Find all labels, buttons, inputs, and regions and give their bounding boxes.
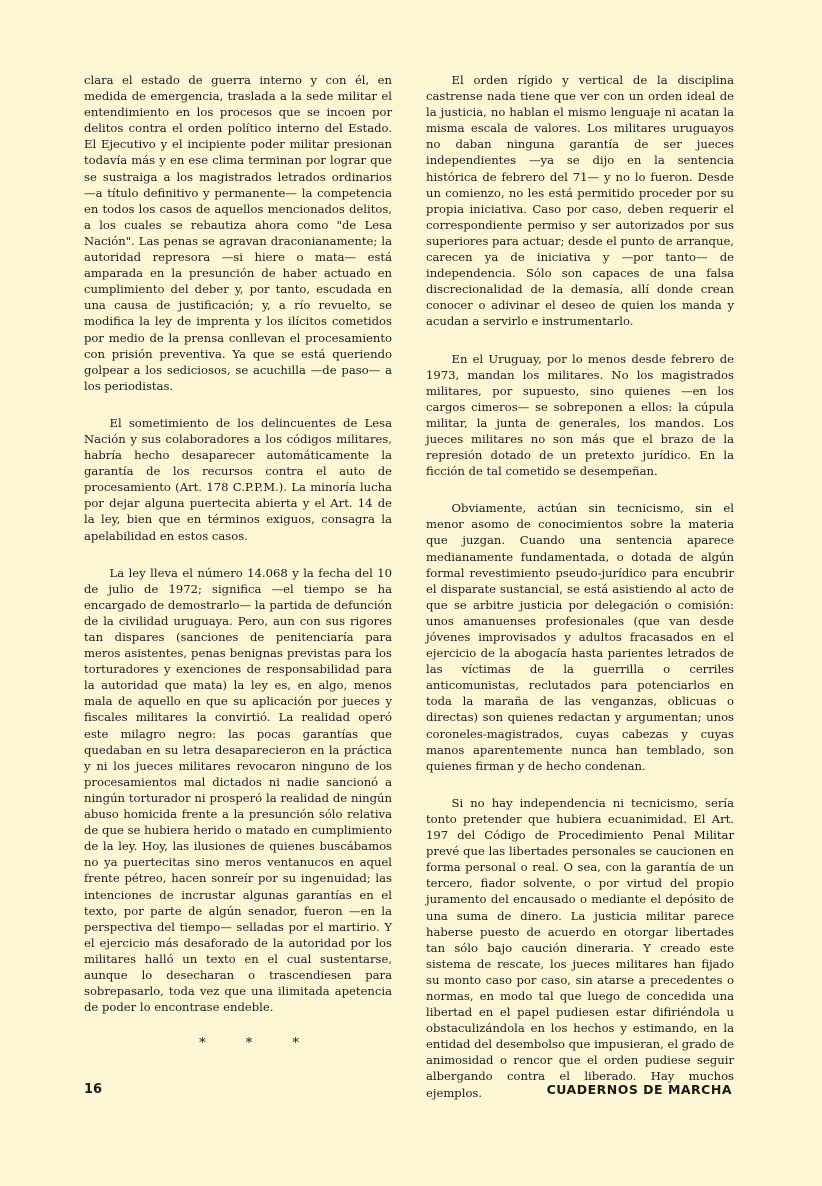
paragraph: La ley lleva el número 14.068 y la fecha del 10 de julio de 1972; significa —el tiempo se ha encargado de demostrarlo— la partida de defunción de la civilidad uruguaya. Pero, aun con sus rigores tan dispares (sanciones de penitenciaría para meros asistentes, penas benignas previstas para los torturadores y exenciones de responsabilidad para la autoridad que mata) la ley es, en algo, menos mala de aquello en que su aplicación por jueces y fiscales militares la convirtió. La realidad operó este milagro negro: las pocas garantías que quedaban en su letra desaparecieron en la práctica y ni los jueces militares revocaron ninguno de los procesamientos mal dictados ni nadie sancionó a ningún torturador ni prosperó la realidad de ningún abuso homicida frente a la presunción sólo relativa de que se hubiera herido o matado en cumplimiento de la ley. Hoy, las ilusiones de quienes buscábamos no ya puertecitas sino meros ventanucos en aquel frente pétreo, hacen sonreír por su ingenuidad; las intenciones de incrustar algunas garantías en el texto, por parte de algún senador, fueron —en la perspectiva del tiempo— selladas por el martirio. Y el ejercicio más desaforado de la autoridad por los militares halló un texto en el cual sustentarse, aunque lo desecharan o trascendiesen para sobrepasarlo, toda vez que una ilimitada apetencia de poder lo encontrase endeble. (84, 565, 392, 1015)
left-text-column (84, 72, 392, 1051)
paragraph: Obviamente, actúan sin tecnicismo, sin el menor asomo de conocimientos sobre la materia que juzgan. Cuando una sentencia aparece medianamente fundamentada, o dotada de algún formal revestimiento pseudo-jurídico para encubrir el disparate sustancial, se está asistiendo al acto de que se arbitre justicia por delegación o comisión: unos amanuenses profesionales (que van desde jóvenes improvisados y adultos fracasados en el ejercicio de la abogacía hasta parientes letrados de las víctimas de la guerrilla o cerriles anticomunistas, reclutados para potenciarlos en toda la maraña de las venganzas, oblicuas o directas) son quienes redactan y argumentan; unos coroneles-magistrados, cuyas cabezas y cuyas manos aparentemente nunca han temblado, son quienes firman y de hecho condenan. (426, 501, 734, 773)
paragraph: Si no hay independencia ni tecnicismo, sería tonto pretender que hubiera ecuanimidad. El Art. 197 del Código de Procedimiento Penal Militar prevé que las libertades personales se caucionen en forma personal o real. O sea, con la garantía de un tercero, fiador solvente, o por virtud del propio juramento del encausado o mediante el depósito de una suma de dinero. La justicia militar parece haberse puesto de acuerdo en otorgar libertades tan sólo bajo caución dineraria. Y creado este sistema de rescate, los jueces militares han fijado su monto caso por caso, sin atarse a precedentes o normas, en modo tal que luego de concedida una libertad en el papel pudiesen estar difiriéndola u obstaculizándola en los hechos y estimando, en la entidad del desembolso que impusieran, el grado de animosidad o rencor que el orden pudiese seguir albergando contra el liberado. Hay muchos ejemplos. (426, 795, 734, 1100)
section-separator: * * * (199, 1036, 317, 1052)
paragraph: El sometimiento de los delincuentes de Lesa Nación y sus colaboradores a los códigos militares, habría hecho desaparecer automáticamente la garantía de los recursos contra el auto de procesamiento (Art. 178 C.P.P.M.). La minoría lucha por dejar alguna puertecita abierta y el Art. 14 de la ley, bien que en términos exiguos, consagra la apelabilidad en estos casos. (84, 415, 392, 543)
paragraph: El orden rígido y vertical de la disciplina castrense nada tiene que ver con un orden ideal de la justicia, no hablan el mismo lenguaje ni acatan la misma escala de valores. Los militares uruguayos no daban ninguna garantía de ser jueces independientes —ya se dijo en la sentencia histórica de febrero del 71— y no lo fueron. Desde un comienzo, no les está permitido proceder por su propia iniciativa. Caso por caso, deben requerir el correspondiente permiso y ser autorizados por sus superiores para actuar; desde el punto de arranque, carecen ya de iniciativa y —por tanto— de independencia. Sólo son capaces de una falsa discrecionalidad de la demasía, allí donde crean conocer o adivinar el deseo de quien los manda y acudan a servirlo e instrumentarlo. (426, 73, 734, 329)
page-number: 16 (84, 1082, 103, 1097)
paragraph: clara el estado de guerra interno y con él, en medida de emergencia, traslada a la sede militar el entendimiento en los procesos que se incoen por delitos contra el orden político interno del Estado. El Ejecutivo y el incipiente poder militar presionan todavía más y en ese clima terminan por lograr que se sustraiga a los magistrados letrados ordinarios —a título definitivo y permanente— la competencia en todos los casos de aquellos mencionados delitos, a los cuales se rebautiza ahora como "de Lesa Nación". Las penas se agravan draconianamente; la autoridad represora —si hiere o mata— está amparada en la presunción de haber actuado en cumplimiento del deber y, por tanto, escudada en una causa de justificación; y, a río revuelto, se modifica la ley de imprenta y los ilícitos cometidos por medio de la prensa conllevan el procesamiento con prisión preventiva. Ya que se está queriendo golpear a los sediciosos, se acuchilla —de paso— a los periodistas. (84, 73, 392, 393)
publication-name: CUADERNOS DE MARCHA (546, 1082, 732, 1097)
paragraph: En el Uruguay, por lo menos desde febrero de 1973, mandan los militares. No los magistrados militares, por supuesto, sino quienes —en los cargos cimeros— se sobreponen a ellos: la cúpula militar, la junta de generales, los mandos. Los jueces militares no son más que el brazo de la represión dotado de un pretexto jurídico. En la ficción de tal cometido se desempeñan. (426, 351, 734, 479)
right-text-column (426, 72, 734, 1122)
